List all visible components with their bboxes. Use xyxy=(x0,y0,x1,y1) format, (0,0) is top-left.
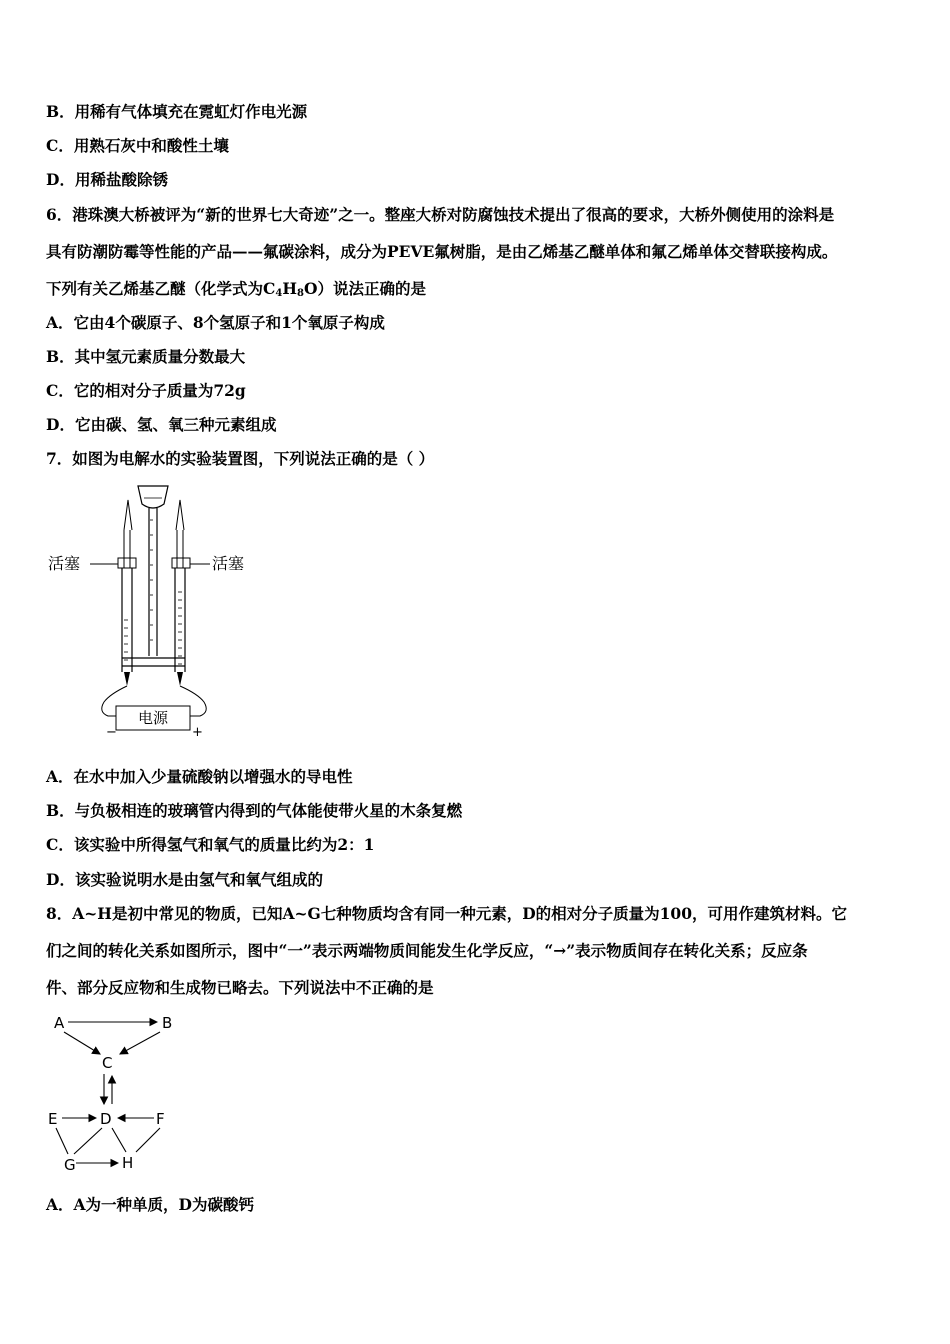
left-stopcock xyxy=(118,558,136,568)
node-f: F xyxy=(156,1110,165,1128)
relation-diagram xyxy=(40,1008,190,1178)
q8-stem-line2: 们之间的转化关系如图所示，图中“一”表示两端物质间能发生化学反应，“→”表示物质间存在转化关系；反应条 xyxy=(46,941,808,960)
right-tube-water-marks xyxy=(178,592,182,664)
q7-option-b: B．与负极相连的玻璃管内得到的气体能使带火星的木条复燃 xyxy=(46,801,463,820)
q6-stem-line2: 具有防潮防霉等性能的产品——氟碳涂料，成分为PEVE氟树脂，是由乙烯基乙醚单体和氟乙烯单体交替联接构成。 xyxy=(46,242,838,261)
edge-f-h xyxy=(136,1128,160,1152)
q7-option-a: A．在水中加入少量硫酸钠以增强水的导电性 xyxy=(46,767,353,786)
q5-option-d: D．用稀盐酸除锈 xyxy=(46,170,168,189)
q7-stem: 7．如图为电解水的实验装置图，下列说法正确的是（ ） xyxy=(46,449,435,468)
node-c: C xyxy=(102,1054,113,1072)
q8-stem-line1: 8．A~H是初中常见的物质，已知A~G七种物质均含有同一种元素，D的相对分子质量为100，可用作建筑材料。它 xyxy=(46,904,847,923)
q7-option-c: C．该实验中所得氢气和氧气的质量比约为2：1 xyxy=(46,835,375,854)
transform-arrow-symbol: → xyxy=(553,941,567,960)
node-d: D xyxy=(100,1110,112,1128)
edge-b-c xyxy=(120,1032,160,1054)
right-tip xyxy=(176,500,184,530)
node-b: B xyxy=(162,1014,173,1032)
left-tip xyxy=(124,500,132,530)
node-e: E xyxy=(48,1110,58,1128)
q6-option-c: C．它的相对分子质量为72g xyxy=(46,381,246,400)
edge-e-g xyxy=(56,1128,68,1154)
q6-stem-line1: 6．港珠澳大桥被评为“新的世界七大奇迹”之一。整座大桥对防腐蚀技术提出了很高的要求，大桥外侧使用的涂料是 xyxy=(46,205,835,224)
q6-option-b: B．其中氢元素质量分数最大 xyxy=(46,347,246,366)
right-stopcock xyxy=(172,558,190,568)
node-h: H xyxy=(122,1154,134,1172)
q6-stem-line3: 下列有关乙烯基乙醚（化学式为$C_4H_8O$）说法正确的是 xyxy=(46,279,426,299)
q7-option-d: D．该实验说明水是由氢气和氧气组成的 xyxy=(46,870,323,889)
center-tube-water-marks xyxy=(150,520,153,640)
positive-terminal: + xyxy=(192,725,203,740)
left-electrode xyxy=(124,672,130,686)
negative-terminal: − xyxy=(106,725,117,740)
diagram-edges xyxy=(56,1022,160,1163)
electrolysis-apparatus-figure xyxy=(40,480,270,742)
stopcock-label-right: 活塞 xyxy=(212,554,245,573)
q8-option-a: A．A为一种单质，D为碳酸钙 xyxy=(46,1195,254,1214)
q6-option-a: A．它由4个碳原子、8个氢原子和1个氧原子构成 xyxy=(46,313,385,332)
funnel xyxy=(138,486,168,508)
q8-stem-line3: 件、部分反应物和生成物已略去。下列说法中不正确的是 xyxy=(46,978,434,997)
power-label: 电源 xyxy=(137,709,169,727)
q6-option-d: D．它由碳、氢、氧三种元素组成 xyxy=(46,415,277,434)
edge-d-h xyxy=(112,1128,126,1152)
edge-d-g xyxy=(74,1128,102,1154)
right-electrode xyxy=(177,672,183,686)
stopcock-label-left: 活塞 xyxy=(48,554,81,573)
q5-option-c: C．用熟石灰中和酸性土壤 xyxy=(46,136,229,155)
q5-option-b: B．用稀有气体填充在霓虹灯作电光源 xyxy=(46,102,308,121)
node-a: A xyxy=(54,1014,65,1032)
node-g: G xyxy=(64,1156,76,1174)
edge-a-c xyxy=(64,1032,100,1054)
left-tube-water-marks xyxy=(124,620,128,660)
